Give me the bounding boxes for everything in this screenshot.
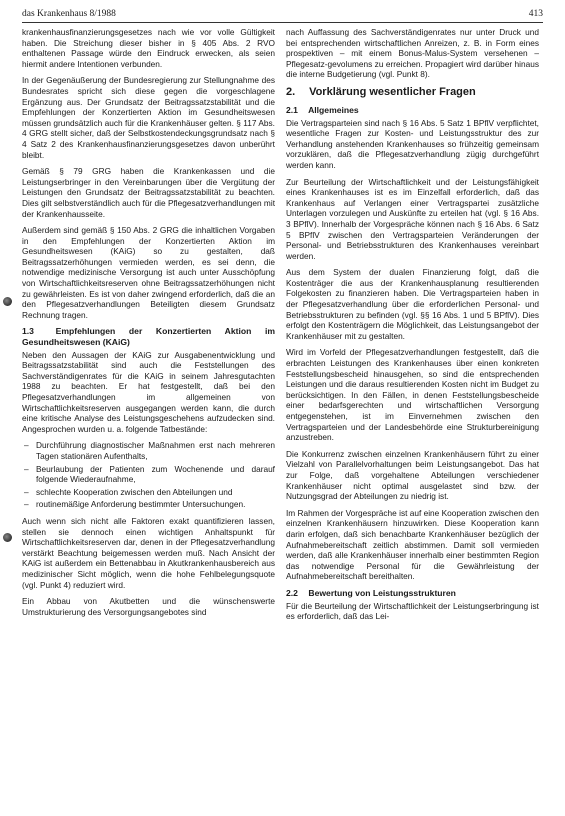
- paragraph: Gemäß § 79 GRG haben die Krankenkassen und die Leistungserbringer in den Vereinbarungen über die Vergütung der Leistungen den Grundsatz der Beitragssatzstabilität zu beachten. Dies gilt selbstverständlich auch für die Pflegesatzverhandlungen mit der Krankenhausseite.: [22, 166, 275, 219]
- paragraph: Auch wenn sich nicht alle Faktoren exakt quantifizieren lassen, stellen sie dennoch einen wichtigen Anhaltspunkt für Wirtschaftlichkeitsreserven dar, denen in der Pflegesatzverhandlung verstärkt Beachtung beigemessen werden muß. Nach Ansicht der KAiG ist außerdem ein Bettenabbau in Akutkrankenhausbereich aus medizinischer Sicht möglich, wenn die hohe Fehlbelegungsquote (vgl. Punkt 4) reduziert wird.: [22, 515, 275, 590]
- section-number: 1.3: [22, 326, 34, 337]
- paragraph: Neben den Aussagen der KAiG zur Ausgabenentwicklung und Beitragssatzstabilität sind auch die Feststellungen des Sachverständigenrates für die KAiG in seinem Jahresgutachten 1988 zu beachten. Er hat festgestellt, daß bei den Pflegesatzverhandlungen im allgemeinen von Wirtschaftlichkeitsreserven ausgegangen werden kann, die durch eine kritische Analyse des Leistungsgeschehens aufzudecken sind. Angesprochen wurden u. a. folgende Tatbestände:: [22, 349, 275, 434]
- binder-hole-icon: [3, 297, 12, 306]
- paragraph: Für die Beurteilung der Wirtschaftlichkeit der Leistungserbringung ist es erforderlich, daß das Lei-: [286, 600, 539, 622]
- paragraph: Ein Abbau von Akutbetten und die wünschenswerte Umstrukturierung des Versorgungsangebotes sind: [22, 596, 275, 617]
- section-number: 2.1: [286, 104, 298, 115]
- paragraph: krankenhausfinanzierungsgesetzes nach wie vor volle Gültigkeit haben. Die Streichung dieser bisher in § 405 Abs. 2 RVO enthaltenen Passage würde den Eindruck erwecken, als seien hiermit andere Intentionen verbunden.: [22, 27, 275, 69]
- paragraph: Wird im Vorfeld der Pflegesatzverhandlungen festgestellt, daß die erbrachten Leistungen des Krankenhauses über einen konkreten Feststellungsbescheid hinausgehen, so sind die entsprechenden Leistungen und die daraus resultierenden Kosten nicht im Budget zu berücksichtigen. In den Fällen, in denen Feststellungsbescheide einer bedarfsgerechten und wirtschaftlichen Versorgung entgegenstehen, ist im Einvernehmen zwischen den Vertragsparteien und der Landesbehörde eine Strukturbereinigung anzustreben.: [286, 347, 539, 443]
- paragraph: Zur Beurteilung der Wirtschaftlichkeit und der Leistungsfähigkeit eines Krankenhauses ist es im Einzelfall erforderlich, daß das Krankenhaus auf Verlangen einer Vertragspartei zusätzliche Unterlagen vorzulegen und Auskünfte zu erteilen hat (vgl. § 16 Abs. 3 BPflV). Innerhalb der Vorgespräche können nach § 16 Abs. 6 Satz 5 BPflV zwischen den Vertragsparteien Veränderungen der Personal- und Betriebsstrukturen des Krankenhauses vereinbart werden.: [286, 176, 539, 261]
- binder-hole-icon: [3, 533, 12, 542]
- paragraph: Die Vertragsparteien sind nach § 16 Abs. 5 Satz 1 BPflV verpflichtet, wesentliche Fragen zur Kosten- und Leistungsstruktur des zur Verhandlung anstehenden Krankenhauses so frühzeitig gemeinsam vorzuklären, daß die Pflegesatzverhandlung zügig durchgeführt werden kann.: [286, 117, 539, 170]
- section-heading-2-1: [286, 105, 539, 116]
- list-item: – Durchführung diagnostischer Maßnahmen erst nach mehreren Tagen stationären Aufenthalts,: [22, 440, 275, 461]
- list-item: – routinemäßige Anforderung bestimmter Untersuchungen.: [22, 499, 275, 510]
- paragraph: Aus dem System der dualen Finanzierung folgt, daß die Kostenträger die aus der Krankenhausplanung resultierenden Folgekosten zu finanzieren haben. Die Vertragsparteien haben in der Pflegesatzverhandlung über die erforderlichen Personal- und Betriebsstrukturen zu befinden (vgl. §§ 16 Abs. 1 und 5 BPflV). Dies erfolgt den Kostenträgern die Möglichkeit, das Leistungsangebot der Krankenhäuser mit zu gestalten.: [286, 267, 539, 341]
- section-title: Allgemeines: [308, 104, 359, 115]
- section-title: Empfehlungen der Konzertierten Aktion im Gesundheitswesen (KAiG): [22, 326, 275, 348]
- paragraph: In der Gegenäußerung der Bundesregierung zur Stellungnahme des Bundesrates spricht sich diese gegen die vorgeschlagene Ergänzung aus. Der Grundsatz der Beitragssatzstabilität und die Empfehlungen der Konzertierten Aktion im Gesundheitswesen müssen grundsätzlich auch für die Krankenhäuser gelten. § 117 Abs. 4 GRG stellt sicher, daß der Selbstkostendeckungsgrundsatz nach § 4 Satz 2 des Krankenhausfinanzierungsgesetzes davon unberührt bleibt.: [22, 75, 275, 160]
- section-heading-2-2: [286, 588, 539, 599]
- paragraph: Außerdem sind gemäß § 150 Abs. 2 GRG die inhaltlichen Vorgaben in den Empfehlungen der Konzertierten Aktion im Gesundheitswesen (KAiG) so zu gestalten, daß Beitragssatzerhöhungen vermieden werden, es sei denn, die notwendige medizinische Versorgung ist auch unter Ausschöpfung von Wirtschaftlichkeitsreserven ohne Beitragssatzerhöhungen nicht zu gewährleisten. Es ist von daher zwingend erforderlich, daß die an den Pflegesatzverhandlungen Beteiligten diesem Grundsatz Rechnung tragen.: [22, 225, 275, 320]
- section-heading-1-3: [22, 326, 275, 347]
- paragraph: Die Konkurrenz zwischen einzelnen Krankenhäusern führt zu einer Vielzahl von Parallelvorhaltungen beim Leistungsangebot. Das hat zur Folge, daß vorgehaltene Abteilungen verschiedener Krankenhäuser nicht optimal ausgelastet sind bzw. der Nutzungsgrad der Abteilungen zu niedrig ist.: [286, 448, 539, 502]
- list-item: – schlechte Kooperation zwischen den Abteilungen und: [22, 487, 275, 498]
- page-number: 413: [528, 9, 543, 19]
- bullet-list: [22, 440, 275, 510]
- section-title: Bewertung von Leistungsstrukturen: [308, 587, 456, 598]
- running-head: [22, 8, 543, 23]
- paragraph: Im Rahmen der Vorgespräche ist auf eine Kooperation zwischen den einzelnen Krankenhäusern hinzuwirken. Diese Kooperation kann darin erfolgen, daß sich benachbarte Krankenhäuser bezüglich der Aufnahmebereitschaft zeitlich abstimmen. Damit soll vermieden werden, daß alle Krankenhäuser innerhalb einer bestimmten Region das notwendige Personal für die Gewährleistung der Aufnahmebereitschaft bereithalten.: [286, 507, 539, 582]
- list-item: – Beurlaubung der Patienten zum Wochenende und darauf folgende Wiederaufnahme,: [22, 464, 275, 485]
- section-number: 2.: [286, 85, 296, 98]
- section-title: Vorklärung wesentlicher Fragen: [309, 85, 476, 98]
- section-number: 2.2: [286, 587, 298, 598]
- left-column: [22, 27, 275, 623]
- right-column: [286, 27, 539, 628]
- journal-issue-label: das Krankenhaus 8/1988: [22, 9, 116, 19]
- paragraph: nach Auffassung des Sachverständigenrates nur unter Druck und bei entsprechenden wirtschaftlichen Anreizen, z. B. in Form eines prospektiven – mit einem Bonus-Malus-System versehenen – Pflegesatz-gevolumens zu erreichen. Propagiert wird darüber hinaus die interne Budgetierung (vgl. Punkt 8).: [286, 27, 539, 80]
- section-heading-2: [286, 86, 539, 99]
